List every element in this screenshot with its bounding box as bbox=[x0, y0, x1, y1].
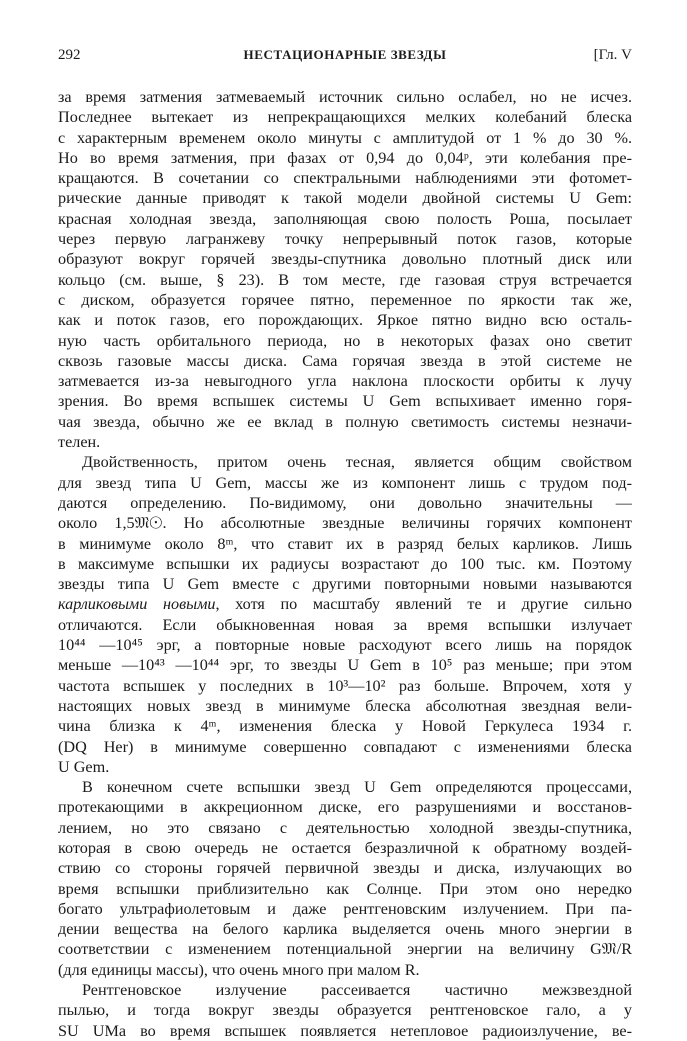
text-line: лением, но это связано с деятельностью холодной звезды-спутника, bbox=[58, 818, 632, 837]
text-line: ную часть орбитального периода, но в некоторых фазах оно светит bbox=[58, 331, 632, 350]
text-line: Последнее вытекает из непрекращающихся мелких колебаний блеска bbox=[58, 108, 632, 127]
text-line: даются определению. По-видимому, они довольно значительны — bbox=[58, 493, 632, 512]
text-line: сквозь газовые массы диска. Сама горячая звезда в этой системе не bbox=[58, 351, 632, 370]
text-line: Рентгеновское излучение рассеивается частично межзвездной bbox=[82, 981, 632, 1000]
text-line: отличаются. Если обыкновенная новая за время вспышки излучает bbox=[58, 615, 632, 634]
text-line: телен. bbox=[58, 433, 101, 452]
text-line: около 1,5𝔐☉. Но абсолютные звездные величины горячих компонент bbox=[58, 514, 632, 533]
running-header bbox=[58, 47, 632, 67]
text-line: пылью, и тогда вокруг звезды образуется рентгеновское гало, а у bbox=[58, 1001, 632, 1020]
text-line: с диском, образуется горячее пятно, переменное по яркости так же, bbox=[58, 290, 632, 309]
text-line: в минимуме около 8ᵐ, что ставит их в разряд белых карликов. Лишь bbox=[58, 534, 632, 553]
text-line: в максимуме вспышки их радиусы возрастают до 100 тыс. км. Поэтому bbox=[58, 554, 632, 573]
text-line: U Gem. bbox=[58, 757, 110, 776]
text-line: чая звезда, обычно же ее вклад в полную светимость системы незначи- bbox=[58, 412, 632, 431]
text-line: время вспышки приблизительно как Солнце. При этом оно нередко bbox=[58, 879, 632, 898]
text-line: за время затмения затмеваемый источник сильно ослабел, но не исчез. bbox=[58, 88, 632, 106]
running-title: НЕСТАЦИОНАРНЫЕ ЗВЕЗДЫ bbox=[243, 47, 447, 62]
text-line: (DQ Her) в минимуме совершенно совпадают с изменениями блеска bbox=[58, 737, 632, 756]
text-line: SU UMa во время вспышек появляется нетепловое радиоизлучение, ве- bbox=[58, 1021, 632, 1040]
text-line: для звезд типа U Gem, массы же из компонент лишь с трудом под- bbox=[58, 473, 632, 492]
text-line: через первую лагранжеву точку непрерывный поток газов, которые bbox=[58, 230, 632, 249]
text-line: соответствии с изменением потенциальной энергии на величину G𝔐/R bbox=[58, 940, 632, 959]
text-line: затмевается из-за невыгодного угла наклона плоскости орбиты к лучу bbox=[58, 372, 632, 391]
text-line: кращаются. В сочетании со спектральными наблюдениями эти фотомет- bbox=[58, 169, 632, 188]
text-line: рические данные приводят к такой модели двойной системы U Gem: bbox=[58, 189, 632, 208]
text-line: которая в свою очередь не остается безразличной к обратному воздей- bbox=[58, 838, 632, 857]
text-line: чина близка к 4ᵐ, изменения блеска у Новой Геркулеса 1934 г. bbox=[58, 717, 632, 736]
text-line: Но во время затмения, при фазах от 0,94 до 0,04ᵖ, эти колебания пре- bbox=[58, 148, 632, 167]
text-line: меньше —10⁴³ —10⁴⁴ эрг, то звезды U Gem в 10⁵ раз меньше; при этом bbox=[58, 656, 632, 675]
text-line: настоящих новых звезд в минимуме блеска абсолютная звездная вели- bbox=[58, 696, 632, 715]
chapter-label: [Гл. V bbox=[593, 47, 632, 63]
text-line: (для единицы массы), что очень много при малом R. bbox=[58, 960, 420, 979]
page-number: 292 bbox=[58, 47, 81, 63]
text-line: частота вспышек у последних в 10³—10² раз больше. Впрочем, хотя у bbox=[58, 676, 632, 695]
text-line: как и поток газов, его порождающих. Яркое пятно видно всю осталь- bbox=[58, 311, 632, 330]
text-line: образуют вокруг горячей звезды-спутника довольно плотный диск или bbox=[58, 250, 632, 269]
text-line: В конечном счете вспышки звезд U Gem определяются процессами, bbox=[82, 778, 632, 797]
text-line: зрения. Во время вспышек системы U Gem вспыхивает именно горя- bbox=[58, 392, 632, 411]
text-line: Двойственность, притом очень тесная, является общим свойством bbox=[82, 453, 632, 472]
text-line: 10⁴⁴ —10⁴⁵ эрг, а повторные новые расходуют всего лишь на порядок bbox=[58, 636, 632, 655]
text-line: карликовыми новыми, хотя по масштабу явлений те и другие сильно bbox=[58, 595, 632, 614]
text-line: дении вещества на белого карлика выделяется очень много энергии в bbox=[58, 920, 632, 939]
text-line: богато ультрафиолетовым и даже рентгеновским излучением. При па- bbox=[58, 899, 632, 918]
text-line: кольцо (см. выше, § 23). В том месте, где газовая струя встречается bbox=[58, 270, 632, 289]
text-line: с характерным временем около минуты с амплитудой от 1 % до 30 %. bbox=[58, 128, 632, 147]
body-text bbox=[58, 87, 632, 1041]
text-line: протекающими в аккреционном диске, его разрушениями и восстанов- bbox=[58, 798, 632, 817]
text-line: ствию со стороны горячей первичной звезды и диска, излучающих во bbox=[58, 859, 632, 878]
text-line: красная холодная звезда, заполняющая свою полость Роша, посылает bbox=[58, 209, 632, 228]
text-line: звезды типа U Gem вместе с другими повторными новыми называются bbox=[58, 575, 632, 594]
